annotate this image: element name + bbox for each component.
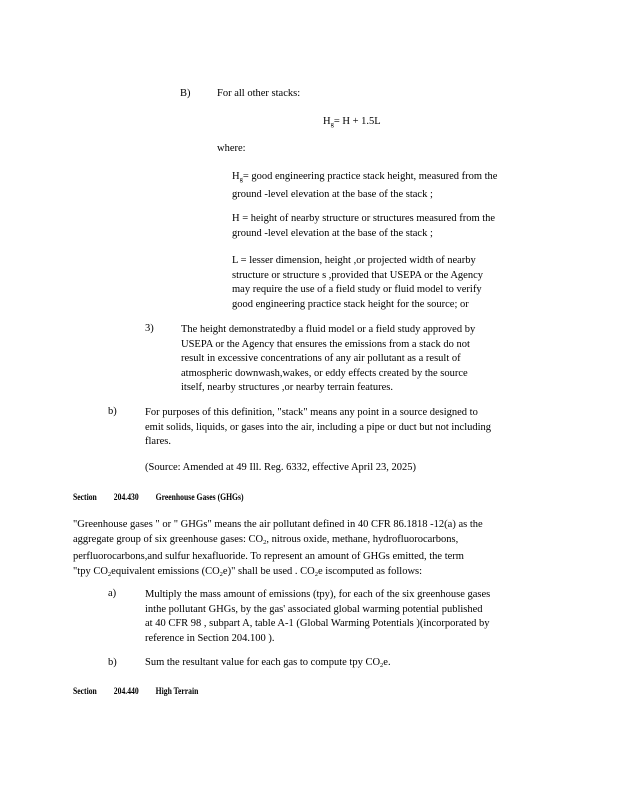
- section-title: Greenhouse Gases (GHGs): [155, 492, 244, 502]
- definition-h: [232, 212, 536, 241]
- item-3-line: result in excessive concentrations of any air pollutant as a result of: [181, 353, 461, 364]
- section-number: 204.440: [113, 686, 139, 696]
- item-3-line: USEPA or the Agency that ensures the emissions from a stack do not: [181, 338, 470, 350]
- ghg-item-a-line: inthe pollutant GHGs, by the gas' associated global warming potential published: [145, 603, 483, 615]
- item-b-lower-line: flares.: [145, 436, 171, 447]
- section-label: Section: [73, 686, 97, 696]
- ghg-item-a-line: Multiply the mass amount of emissions (tpy), for each of the six greenhouse gases: [145, 589, 491, 600]
- section-label: Section: [73, 492, 97, 502]
- ghg-line: aggregate group of six greenhouse gases: $CO_2$, nitrous oxide, methane, hydrofluorocarbons,: [73, 533, 459, 546]
- hg-formula: $H_g= H + 1.5L$: [323, 116, 381, 128]
- where-label: where:: [217, 143, 246, 154]
- ghg-item-b-text: Sum the resultant value for each gas to compute tpy $CO_2e$.: [145, 657, 391, 669]
- definition-l-line: may require the use of a field study or fluid model to verify: [232, 284, 482, 295]
- ghg-item-a-label: a): [108, 588, 117, 599]
- section-204-430-heading: [73, 492, 261, 502]
- ghg-line: "Greenhouse gases " or " GHGs" means the air pollutant defined in 40 CFR 86.1818 -12(a) as the: [73, 519, 483, 530]
- item-b-upper-text: For all other stacks:: [217, 88, 301, 99]
- ghg-line: "tpy $CO_2equivalent$ emissions $(CO_2e)$" shall be used . $CO_2e$ iscomputed as follows:: [73, 565, 423, 578]
- section-number: 204.430: [113, 492, 139, 502]
- source-note: (Source: Amended at 49 Ill. Reg. 6332, effective April 23, 2025): [145, 462, 416, 473]
- definition-hg-line: $H_g=$ good engineering practice stack height, measured from the: [232, 171, 498, 183]
- ghg-line: perfluorocarbons,and sulfur hexafluoride. To represent an amount of GHGs emitted, the term: [73, 551, 464, 562]
- definition-hg-line: ground -level elevation at the base of the stack ;: [232, 188, 433, 200]
- section-204-440-heading: [73, 686, 215, 696]
- definition-h-line: ground -level elevation at the base of the stack ;: [232, 227, 433, 239]
- definition-l-line: structure or structure s ,provided that USEPA or the Agency: [232, 269, 483, 281]
- section-title: High Terrain: [155, 686, 199, 696]
- ghg-item-b-label: b): [108, 657, 117, 668]
- item-b-lower-label: b): [108, 406, 117, 417]
- ghg-item-a-text: [145, 588, 537, 646]
- item-3-label: 3): [145, 323, 154, 334]
- ghg-item-a-line: reference in Section 204.100 ).: [145, 632, 275, 644]
- item-b-lower-line: emit solids, liquids, or gases into the air, including a pipe or duct but not including: [145, 421, 492, 433]
- definition-l-line: L = lesser dimension, height ,or projected width of nearby: [232, 255, 476, 266]
- item-b-upper-label: B): [180, 88, 191, 99]
- definition-hg: [232, 170, 536, 202]
- item-3-line: atmospheric downwash,wakes, or eddy effects created by the source: [181, 367, 468, 379]
- item-3-line: The height demonstratedby a fluid model or a field study approved by: [181, 324, 476, 335]
- ghg-definition-paragraph: [73, 518, 537, 582]
- item-3-line: itself, nearby structures ,or nearby terrain features.: [181, 382, 393, 393]
- item-b-lower-text: [145, 406, 537, 450]
- definition-h-line: H = height of nearby structure or structures measured from the: [232, 213, 496, 224]
- definition-l: [232, 254, 536, 312]
- item-b-lower-line: For purposes of this definition, "stack" means any point in a source designed to: [145, 407, 478, 418]
- ghg-item-a-line: at 40 CFR 98 , subpart A, table A-1 (Global Warming Potentials )(incorporated by: [145, 618, 490, 629]
- definition-l-line: good engineering practice stack height for the source; or: [232, 298, 469, 310]
- item-3-text: [181, 323, 517, 396]
